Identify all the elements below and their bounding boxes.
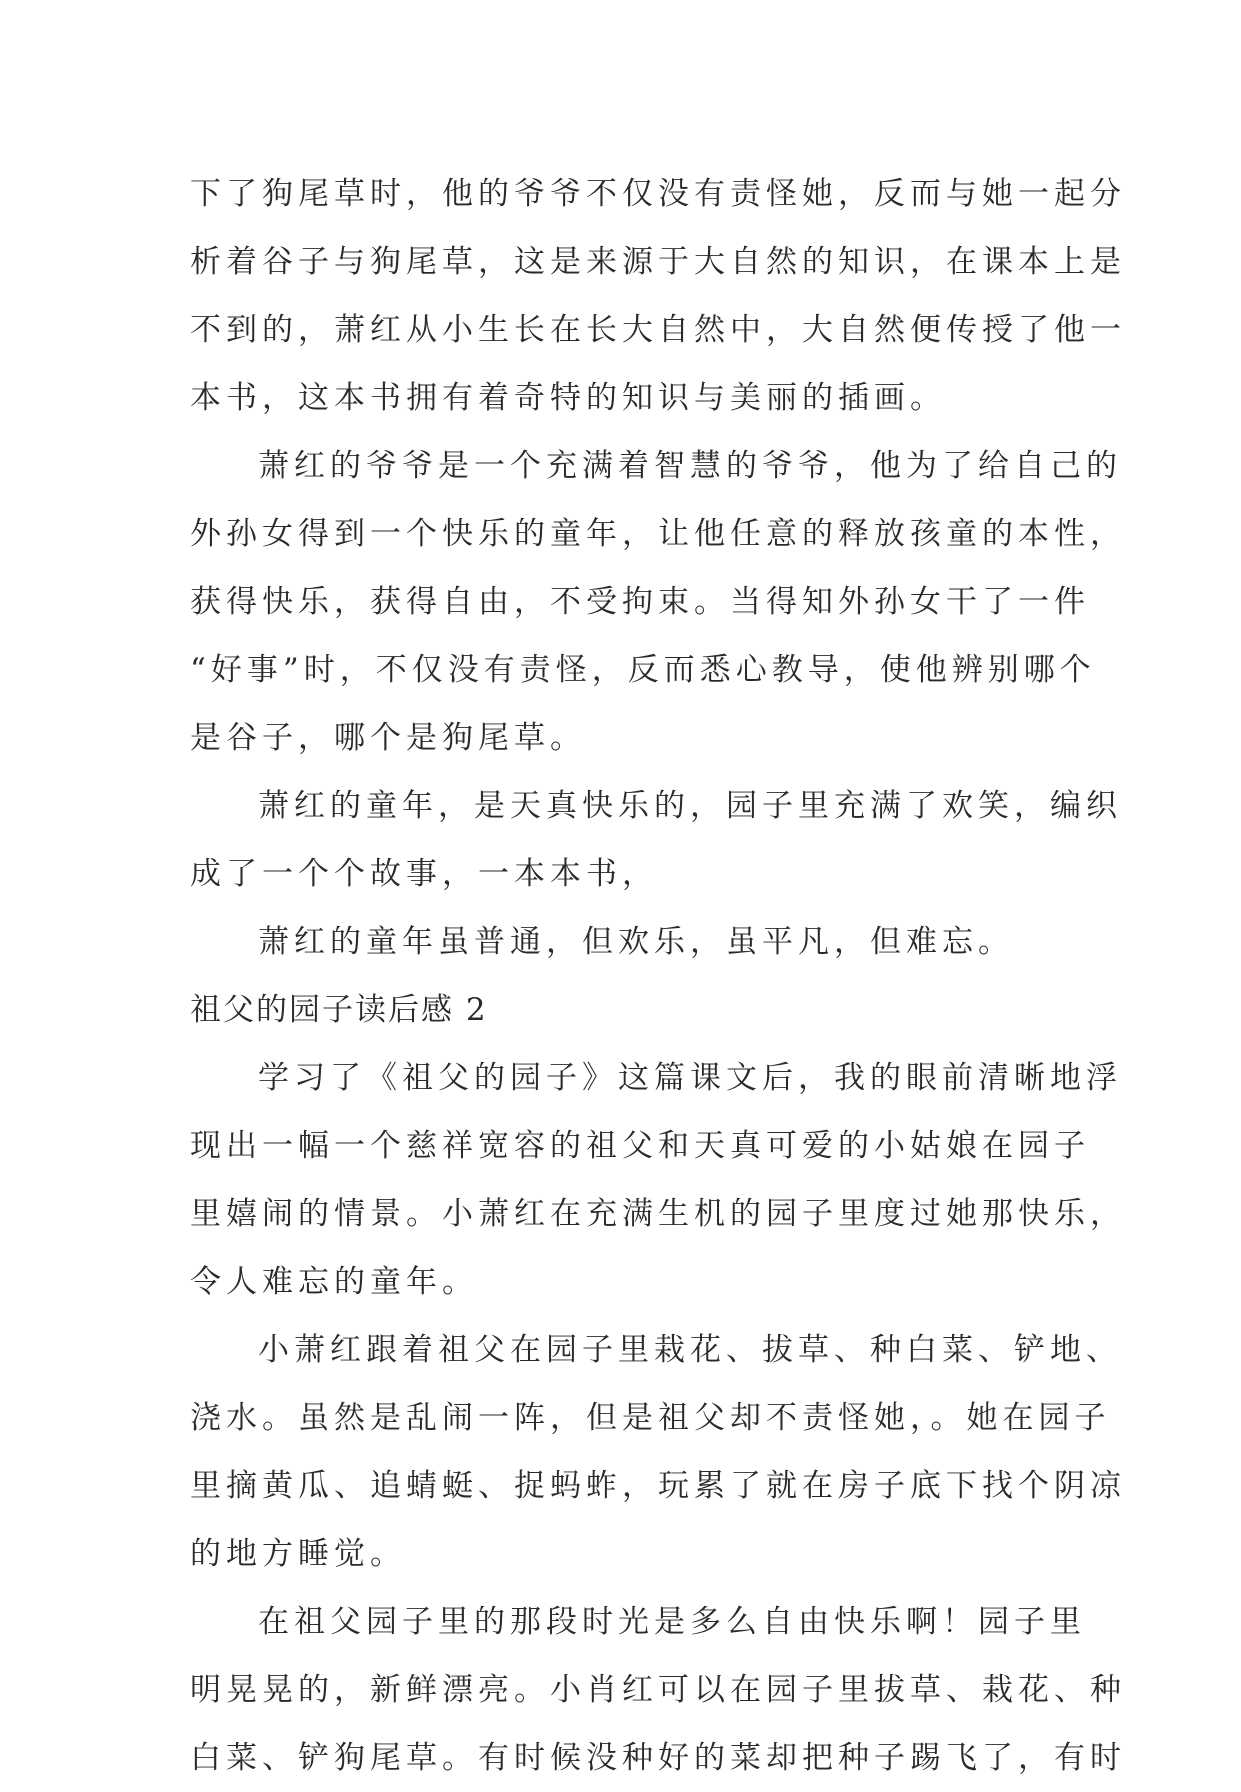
text-line: “好事”时，不仅没有责怪，反而悉心教导，使他辨别哪个 (190, 652, 1096, 688)
text-line: 成了一个个故事，一本本书， (190, 856, 658, 892)
paragraph-first-line: 萧红的爷爷是一个充满着智慧的爷爷，他为了给自己的 (258, 448, 1122, 484)
text-line: 明晃晃的，新鲜漂亮。小肖红可以在园子里拔草、栽花、种 (190, 1672, 1126, 1708)
text-line: 外孙女得到一个快乐的童年，让他任意的释放孩童的本性， (190, 516, 1126, 552)
text-line: 获得快乐，获得自由，不受拘束。当得知外孙女干了一件 (190, 584, 1090, 620)
text-line: 令人难忘的童年。 (190, 1264, 478, 1300)
text-line: 里嬉闹的情景。小萧红在充满生机的园子里度过她那快乐， (190, 1196, 1126, 1232)
text-line: 本书，这本书拥有着奇特的知识与美丽的插画。 (190, 380, 946, 416)
text-line: 浇水。虽然是乱闹一阵，但是祖父却不责怪她，。她在园子 (190, 1400, 1111, 1436)
paragraph-first-line: 学习了《祖父的园子》这篇课文后，我的眼前清晰地浮 (258, 1060, 1122, 1096)
text-line: 白菜、铲狗尾草。有时候没种好的菜却把种子踢飞了，有时 (190, 1740, 1126, 1776)
text-line: 是谷子，哪个是狗尾草。 (190, 720, 586, 756)
paragraph-first-line: 在祖父园子里的那段时光是多么自由快乐啊！园子里 (258, 1604, 1086, 1640)
text-line: 不到的，萧红从小生长在长大自然中，大自然便传授了他一 (190, 312, 1126, 348)
text-line: 的地方睡觉。 (190, 1536, 406, 1572)
paragraph-first-line: 小萧红跟着祖父在园子里栽花、拔草、种白菜、铲地、 (258, 1332, 1122, 1368)
paragraph-first-line: 萧红的童年，是天真快乐的，园子里充满了欢笑，编织 (258, 788, 1122, 824)
section-heading: 祖父的园子读后感 2 (190, 992, 488, 1028)
text-line: 现出一幅一个慈祥宽容的祖父和天真可爱的小姑娘在园子 (190, 1128, 1090, 1164)
text-line: 析着谷子与狗尾草，这是来源于大自然的知识，在课本上是 (190, 244, 1126, 280)
paragraph-first-line: 萧红的童年虽普通，但欢乐，虽平凡，但难忘。 (258, 924, 1014, 960)
document-body (190, 160, 1126, 1792)
text-line: 里摘黄瓜、追蜻蜓、捉蚂蚱，玩累了就在房子底下找个阴凉 (190, 1468, 1126, 1504)
text-line: 下了狗尾草时，他的爷爷不仅没有责怪她，反而与她一起分 (190, 176, 1126, 212)
